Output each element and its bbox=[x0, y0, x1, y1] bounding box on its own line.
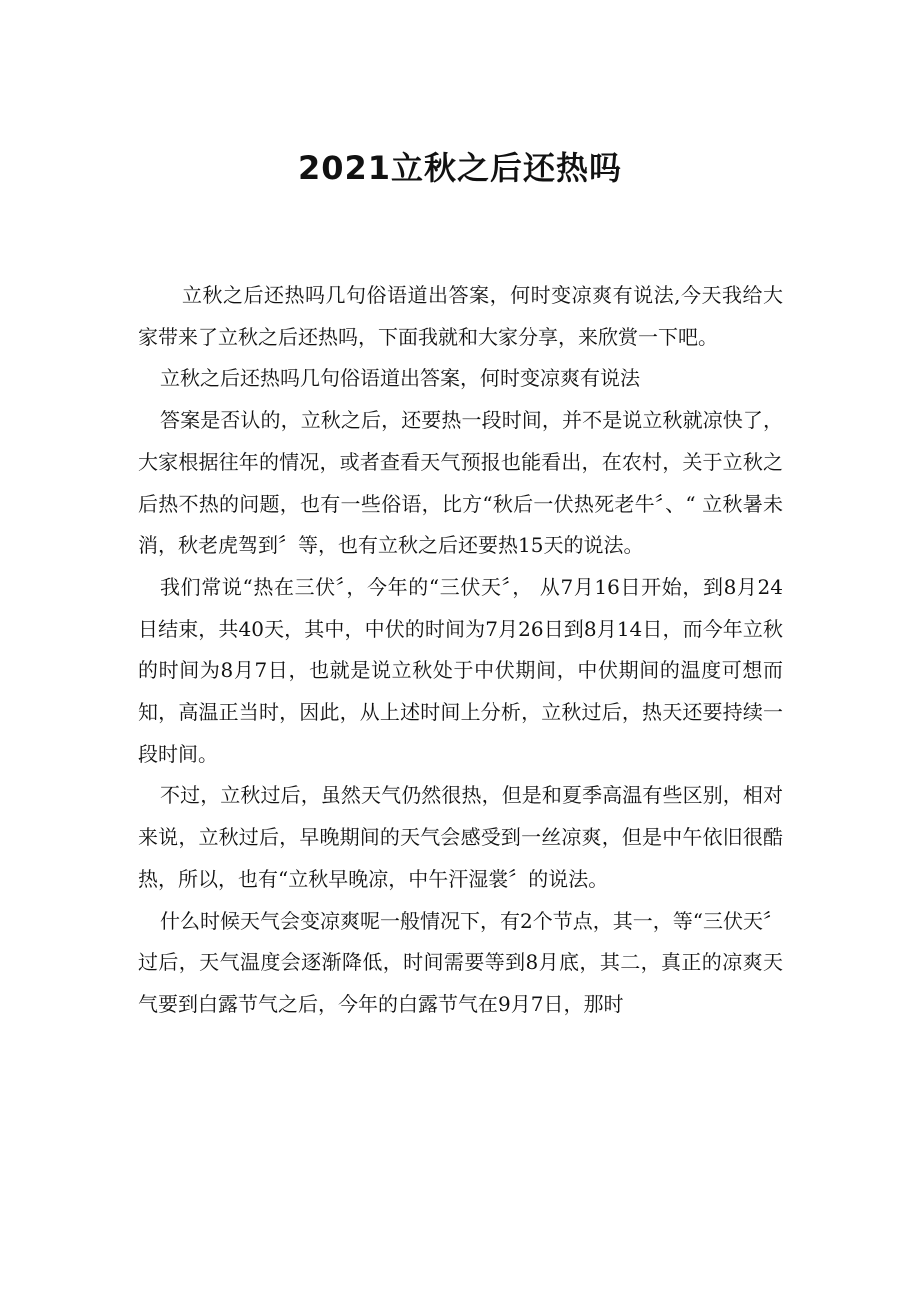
paragraph-subheading: 立秋之后还热吗几句俗语道出答案，何时变凉爽有说法 bbox=[160, 366, 640, 391]
paragraph-difference: 不过，立秋过后，虽然天气仍然很热，但是和夏季高温有些区别，相对来说，立秋过后，早晚期间的天气会感受到一丝凉爽，但是中午依旧很酷热，所以，也有“立秋早晚凉，中午汗湿裳〞的说法。 bbox=[138, 783, 783, 891]
paragraph-sanfu: 我们常说“热在三伏〞，今年的“三伏天〞， 从7月16日开始，到8月24日结束，共40天，其中，中伏的时间为7月26日到8月14日，而今年立秋的时间为8月7日，也就是说立秋处于中伏期间，中伏期间的温度可想而知，高温正当时，因此，从上述时间上分析，立秋过后，热天还要持续一段时间。 bbox=[138, 574, 783, 766]
document-title: 2021立秋之后还热吗 bbox=[297, 149, 623, 187]
paragraph-intro: 立秋之后还热吗几句俗语道出答案，何时变凉爽有说法,今天我给大家带来了立秋之后还热吗，下面我就和大家分享，来欣赏一下吧。 bbox=[138, 283, 783, 349]
paragraph-when-cool: 什么时候天气会变凉爽呢一般情况下，有2个节点，其一，等“三伏天〞过后，天气温度会逐渐降低，时间需要等到8月底，其二，真正的凉爽天气要到白露节气之后，今年的白露节气在9月7日，那时 bbox=[138, 908, 783, 1016]
document-body bbox=[138, 275, 783, 1026]
paragraph-answer: 答案是否认的，立秋之后，还要热一段时间，并不是说立秋就凉快了，大家根据往年的情况，或者查看天气预报也能看出，在农村，关于立秋之后热不热的问题，也有一些俗语，比方“秋后一伏热死老牛〞、“ 立秋暑未消，秋老虎驾到〞等，也有立秋之后还要热15天的说法。 bbox=[138, 408, 783, 558]
